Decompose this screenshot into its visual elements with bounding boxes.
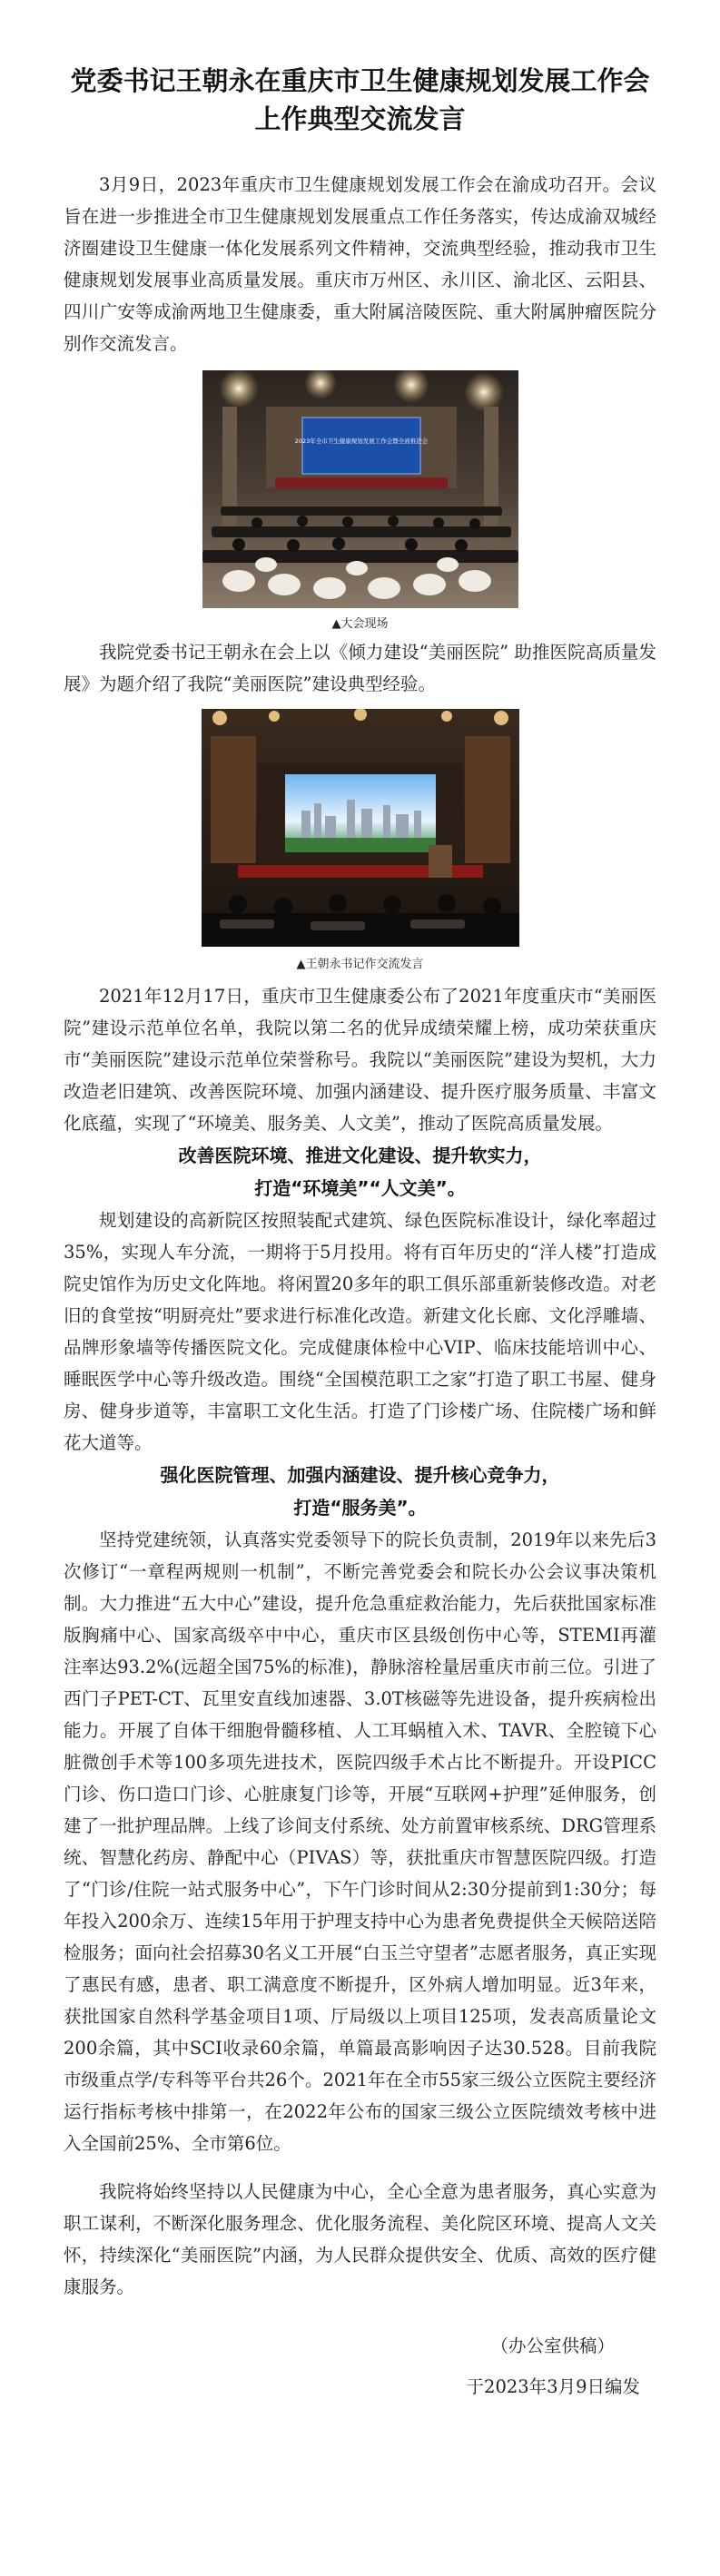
paragraph-service: 坚持党建统领，认真落实党委领导下的院长负责制，2019年以来先后3次修订“一章程两规则一机制”，不断完善党委会和院长办公会议事决策机制。大力推进“五大中心”建设，提升危急重症救治能力，先后获批国家标准版胸痛中心、国家高级卒中中心，重庆市区县级创伤中心等，STEMI再灌注率达93.2%(远超全国75%的标准)，静脉溶栓量居重庆市前三位。引进了西门子PET-CT、瓦里安直线加速器、3.0T核磁等先进设备，提升疾病检出能力。开展了自体干细胞骨髓移植、人工耳蜗植入术、TAVR、全腔镜下心脏微创手术等100多项先进技术，医院四级手术占比不断提升。开设PICC门诊、伤口造口门诊、心脏康复门诊等，开展“互联网+护理”延伸服务，创建了一批护理品牌。上线了诊间支付系统、处方前置审核系统、DRG管理系统、智慧化药房、静配中心（PIVAS）等，获批重庆市智慧医院四级。打造了“门诊/住院一站式服务中心”，下午门诊时间从2:30分提前到1:30分；每年投入200余万、连续15年用于护理支持中心为患者免费提供全天候陪送陪检服务；面向社会招募30名义工开展“白玉兰守望者”志愿者服务，真正实现了惠民有感，患者、职工满意度不断提升，区外病人增加明显。近3年来，获批国家自然科学基金项目1项、厅局级以上项目125项，发表高质量论文200余篇，其中SCI收录60余篇，单篇最高影响因子达30.528。目前我院市级重点学/专科等平台共26个。2021年在全市55家三级公立医院主要经济运行指标考核中排第一，在2022年公布的国家三级公立医院绩效考核中进入全国前25%、全市第6位。 (64, 1529, 656, 2154)
title-line-1: 党委书记王朝永在重庆市卫生健康规划发展工作会 (70, 65, 650, 96)
paragraph-intro: 3月9日，2023年重庆市卫生健康规划发展工作会在渝成功召开。会议旨在进一步推进全市卫生健康规划发展重点工作任务落实，传达成渝双城经济圈建设卫生健康一体化发展系列文件精神，交流典型经验，推动我市卫生健康规划发展事业高质量发展。重庆市万州区、永川区、渝北区、云阳县、四川广安等成渝两地卫生健康委，重大附属涪陵医院、重大附属肿瘤医院分别作交流发言。 (64, 174, 656, 354)
photo2-caption: ▲王朝永书记作交流发言 (296, 958, 424, 971)
title-line-2: 上作典型交流发言 (254, 103, 466, 134)
section2-heading-line-1: 强化医院管理、加强内涵建设、提升核心竞争力， (160, 1464, 560, 1486)
photo1-caption: ▲大会现场 (331, 617, 389, 631)
article-title (64, 0, 656, 138)
section1-heading-line-2: 打造“环境美”“人文美”。 (254, 1177, 466, 1199)
section2-heading-line-2: 打造“服务美”。 (293, 1497, 427, 1519)
section1-heading-line-1: 改善医院环境、推进文化建设、提升软实力， (178, 1145, 542, 1166)
paragraph-environment: 规划建设的高新院区按照装配式建筑、绿色医院标准设计，绿化率超过35%，实现人车分流，一期将于5月投用。将有百年历史的“洋人楼”打造成院史馆作为历史文化阵地。将闲置20多年的职工俱乐部重新装修改造。对老旧的食堂按“明厨亮灶”要求进行标准化改造。新建文化长廊、文化浮雕墙、品牌形象墙等传播医院文化。完成健康体检中心VIP、临床技能培训中心、睡眠医学中心等升级改造。围绕“全国模范职工之家”打造了职工书屋、健身房、健身步道等，丰富职工文化生活。打造了门诊楼广场、住院楼广场和鲜花大道等。 (64, 1210, 656, 1453)
publish-date: 于2023年3月9日编发 (466, 2376, 640, 2397)
conference-hall-photo (202, 370, 518, 608)
source-credit: （办公室供稿） (490, 2335, 615, 2356)
section-heading-service (64, 1459, 656, 1524)
paragraph-award: 2021年12月17日，重庆市卫生健康委公布了2021年度重庆市“美丽医院”建设示范单位名单，我院以第二名的优异成绩荣耀上榜，成功荣获重庆市“美丽医院”建设示范单位荣誉称号。我院以“美丽医院”建设为契机，大力改造老旧建筑、改善医院环境、加强内涵建设、提升医疗服务质量、丰富文化底蕴，实现了“环境美、服务美、人文美”，推动了医院高质量发展。 (64, 986, 656, 1134)
screen-banner-text: 2023年全市卫生健康规划发展工作会暨全面推进会 (294, 438, 428, 445)
paragraph-speech: 我院党委书记王朝永在会上以《倾力建设“美丽医院” 助推医院高质量发展》为题介绍了我院“美丽医院”建设典型经验。 (64, 642, 656, 694)
paragraph-conclusion: 我院将始终坚持以人民健康为中心，全心全意为患者服务，真心实意为职工谋利，不断深化服务理念、优化服务流程、美化院区环境、提高人文关怀，持续深化“美丽医院”内涵，为人民群众提供安全、优质、高效的医疗健康服务。 (64, 2181, 656, 2297)
speaker-stage-photo (202, 709, 519, 947)
section-heading-environment (64, 1139, 656, 1204)
